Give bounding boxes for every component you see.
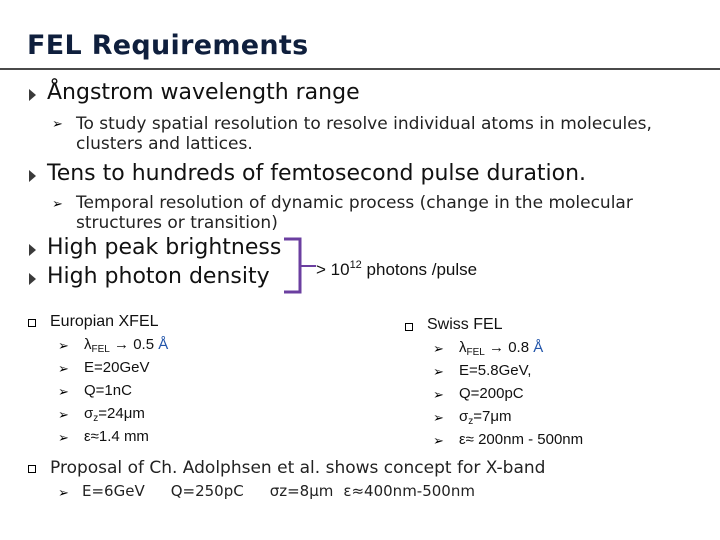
- european-xfel-heading: Europian XFEL: [50, 313, 159, 330]
- arrow-bullet-icon: ➢: [58, 362, 69, 377]
- square-bullet-icon: [28, 319, 36, 327]
- arrow-bullet-icon: ➢: [433, 365, 444, 380]
- brace-arrow-icon: [280, 236, 320, 298]
- european-energy: E=20GeV: [84, 359, 150, 376]
- bullet-photon-density: High photon density: [47, 264, 270, 289]
- european-emittance: ε≈1.4 mm: [84, 428, 149, 445]
- arrow-bullet-icon: ➢: [58, 431, 69, 446]
- swiss-charge: Q=200pC: [459, 385, 524, 402]
- arrow-bullet-icon: ➢: [58, 408, 69, 423]
- arrow-bullet-icon: ➢: [58, 339, 69, 354]
- arrow-bullet-icon: ➢: [52, 117, 63, 132]
- european-lambda: $\lambda_{FEL} \to 0.5$ Å: [84, 336, 169, 355]
- triangle-bullet-icon: [29, 89, 36, 101]
- bullet-pulse-duration: Tens to hundreds of femtosecond pulse duration.: [47, 161, 587, 186]
- swiss-fel-heading: Swiss FEL: [427, 316, 503, 333]
- bullet-angstrom-detail: To study spatial resolution to resolve individual atoms in molecules, clusters and lattices.: [76, 114, 652, 154]
- swiss-energy: E=5.8GeV,: [459, 362, 532, 379]
- triangle-bullet-icon: [29, 244, 36, 256]
- triangle-bullet-icon: [29, 170, 36, 182]
- arrow-bullet-icon: ➢: [433, 342, 444, 357]
- arrow-bullet-icon: ➢: [58, 385, 69, 400]
- swiss-emittance: ε≈ 200nm - 500nm: [459, 431, 584, 448]
- swiss-lambda: $\lambda_{FEL} \to 0.8$ Å: [459, 339, 544, 358]
- swiss-sigma: $\sigma_z=7\mu m$: [459, 408, 512, 427]
- arrow-bullet-icon: ➢: [433, 388, 444, 403]
- bullet-pulse-detail: Temporal resolution of dynamic process (change in the molecular structures or transition): [76, 193, 633, 233]
- european-sigma: $\sigma_z=24\mu m$: [84, 405, 145, 424]
- arrow-bullet-icon: ➢: [433, 434, 444, 449]
- european-charge: Q=1nC: [84, 382, 132, 399]
- photons-per-pulse: > $10^{12}$ photons /pulse: [316, 259, 478, 279]
- title-divider: [0, 68, 720, 70]
- arrow-bullet-icon: ➢: [433, 411, 444, 426]
- bullet-angstrom: Ångstrom wavelength range: [47, 80, 360, 105]
- triangle-bullet-icon: [29, 273, 36, 285]
- arrow-bullet-icon: ➢: [58, 486, 69, 501]
- square-bullet-icon: [28, 465, 36, 473]
- square-bullet-icon: [405, 323, 413, 331]
- page-title: FEL Requirements: [27, 30, 309, 61]
- proposal-params: E=6GeV Q=250pC σz=8μm ε≈400nm-500nm: [82, 482, 475, 500]
- proposal-text: Proposal of Ch. Adolphsen et al. shows concept for X-band: [50, 458, 546, 478]
- arrow-bullet-icon: ➢: [52, 197, 63, 212]
- bullet-peak-brightness: High peak brightness: [47, 235, 282, 260]
